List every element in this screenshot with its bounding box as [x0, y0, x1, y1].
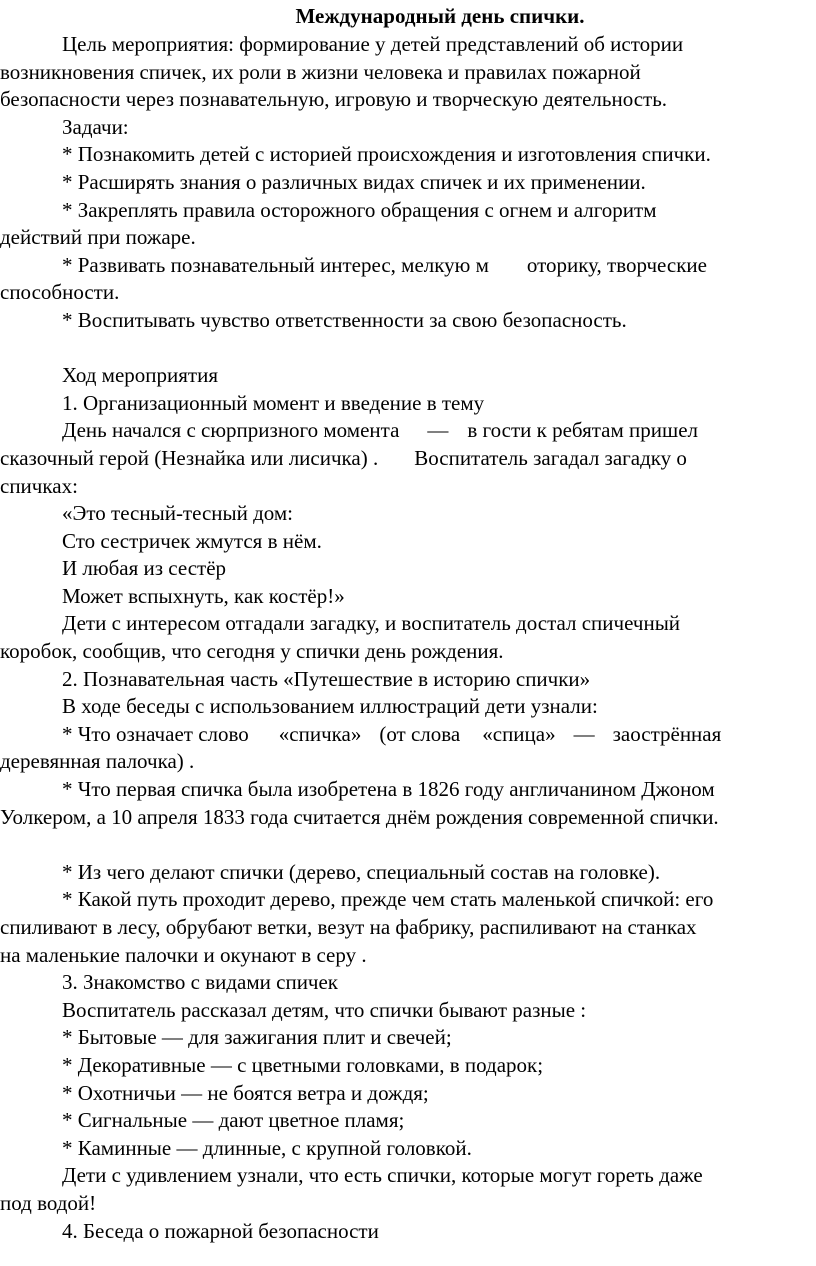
section-2-text: «спичка» — [278, 721, 362, 746]
section-1-line — [0, 445, 816, 473]
task-item: * Воспитывать чувство ответственности за свою безопасность. — [62, 307, 627, 332]
section-1-line — [0, 417, 816, 445]
section-1-text: сказочный герой (Незнайка или лисичка) . — [0, 445, 379, 470]
goal-line: возникновения спичек, их роли в жизни человека и правилах пожарной — [0, 59, 641, 84]
em-dash: — — [427, 418, 449, 443]
document-title: Международный день спички. — [295, 4, 585, 28]
section-2-text: заострённая — [612, 721, 722, 746]
riddle-line: Сто сестричек жмутся в нём. — [62, 528, 322, 553]
section-2-word-line-end: деревянная палочка) . — [0, 749, 195, 774]
section-1-after: Дети с интересом отгадали загадку, и воспитатель достал спичечный — [62, 611, 681, 636]
section-3-heading: 3. Знакомство с видами спичек — [62, 970, 339, 995]
section-3-outro: Дети с удивлением узнали, что есть спички, которые могут гореть даже — [62, 1163, 703, 1188]
section-4-heading: 4. Беседа о пожарной безопасности — [62, 1218, 379, 1243]
match-type-item: * Сигнальные — дают цветное пламя; — [62, 1108, 405, 1133]
task-item-continuation: способности. — [0, 280, 120, 305]
task-item-part: оторику, творческие — [526, 252, 707, 277]
section-3-outro: под водой! — [0, 1190, 97, 1215]
goal-line: Цель мероприятия: формирование у детей представлений об истории — [62, 32, 684, 56]
match-type-item: * Каминные — длинные, с крупной головкой. — [62, 1135, 472, 1160]
section-1-text: в гости к ребятам пришел — [467, 418, 698, 443]
task-item-part: * Развивать познавательный интерес, мелкую м — [62, 252, 489, 277]
task-item: * Расширять знания о различных видах спичек и их применении. — [62, 169, 646, 194]
section-2-text: * Что означает слово — [62, 721, 249, 746]
section-1-heading: 1. Организационный момент и введение в тему — [62, 390, 485, 415]
section-2-material: * Из чего делают спички (дерево, специальный состав на головке). — [62, 859, 661, 884]
section-2-text: (от слова — [379, 721, 461, 746]
match-type-item: * Бытовые — для зажигания плит и свечей; — [62, 1025, 452, 1050]
goal-line: безопасности через познавательную, игровую и творческую деятельность. — [0, 87, 668, 112]
riddle-line: Может вспыхнуть, как костёр!» — [62, 583, 345, 608]
em-dash: — — [573, 721, 595, 746]
task-item: * Познакомить детей с историей происхождения и изготовления спички. — [62, 142, 711, 167]
section-2-path: * Какой путь проходит дерево, прежде чем стать маленькой спичкой: его — [62, 887, 714, 912]
riddle-line: И любая из сестёр — [62, 556, 227, 581]
task-item-continuation: действий при пожаре. — [0, 225, 196, 250]
match-type-item: * Декоративные — с цветными головками, в подарок; — [62, 1052, 544, 1077]
course-heading: Ход мероприятия — [62, 363, 218, 388]
section-2-path: на маленькие палочки и окунают в серу . — [0, 942, 367, 967]
task-item: * Закреплять правила осторожного обращения с огнем и алгоритм — [62, 197, 657, 222]
section-1-after: коробок, сообщив, что сегодня у спички день рождения. — [0, 639, 504, 664]
section-1-text: Воспитатель загадал загадку о — [414, 445, 687, 470]
blank-line — [0, 831, 816, 859]
document-body — [0, 31, 816, 1245]
section-2-path: спиливают в лесу, обрубают ветки, везут на фабрику, распиливают на станках — [0, 915, 697, 939]
section-2-text: «спица» — [482, 721, 556, 746]
section-2-invention: * Что первая спичка была изобретена в 1826 году англичанином Джоном — [62, 777, 715, 802]
riddle-line: «Это тесный-тесный дом: — [62, 501, 294, 526]
section-2-intro: В ходе беседы с использованием иллюстраций дети узнали: — [62, 694, 598, 719]
blank-line — [0, 335, 816, 363]
section-2-word-line — [0, 721, 816, 749]
task-item — [0, 252, 816, 280]
tasks-heading: Задачи: — [62, 114, 129, 139]
section-2-invention: Уолкером, а 10 апреля 1833 года считается днём рождения современной спички. — [0, 804, 719, 829]
section-1-text: День начался с сюрпризного момента — [62, 418, 400, 443]
section-1-line: спичках: — [0, 473, 78, 498]
section-3-intro: Воспитатель рассказал детям, что спички бывают разные : — [62, 997, 587, 1022]
section-2-heading: 2. Познавательная часть «Путешествие в историю спички» — [62, 666, 591, 691]
match-type-item: * Охотничьи — не боятся ветра и дождя; — [62, 1080, 429, 1105]
